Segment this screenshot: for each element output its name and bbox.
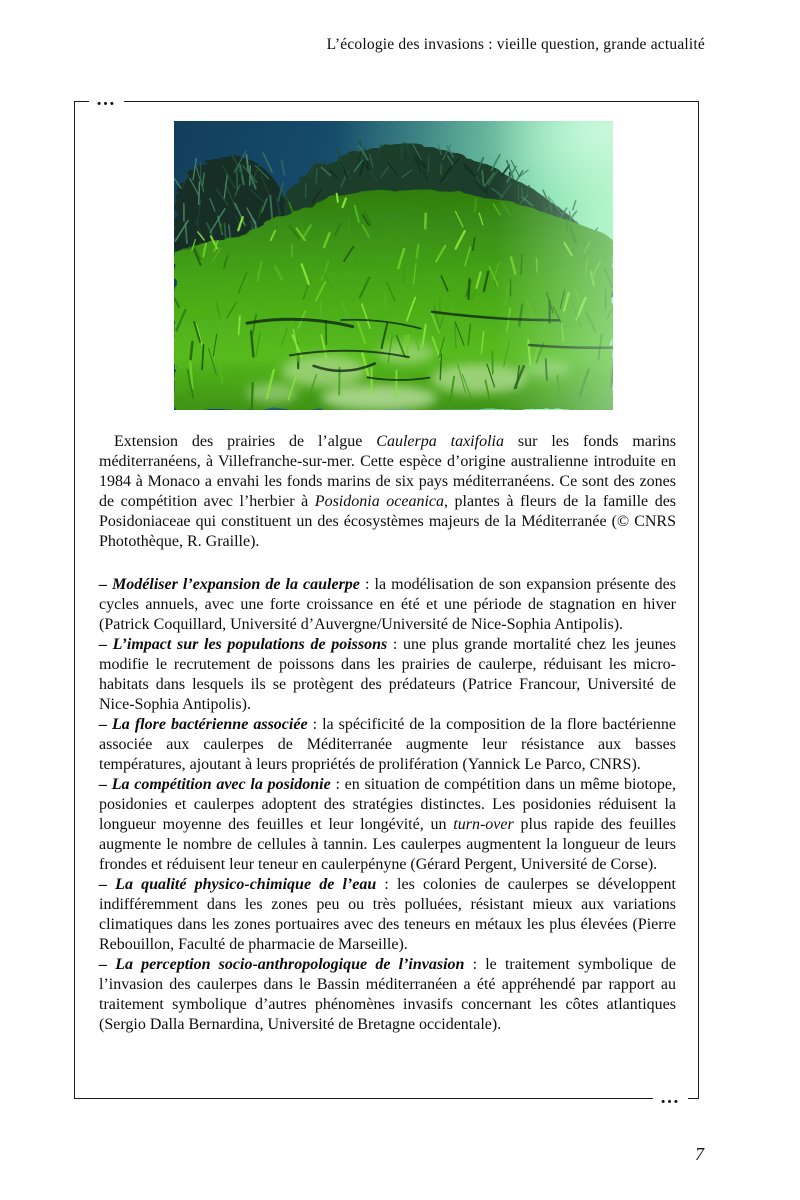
research-item: – L’impact sur les populations de poissons : une plus grande mortalité chez les jeunes modifie le recrutement de poissons dans les prairies de caulerpe, réduisant les micro-habitats dans lesquels ils se protègent des prédateurs (Patrice Francour, Université de Nice-Sophia Antipolis). <box>99 636 677 713</box>
underwater-photo <box>174 121 613 410</box>
photo-caption: Extension des prairies de l’algue Caulerpa taxifolia sur les fonds marins méditerranéens, à Villefranche-sur-mer. Cette espèce d’origine australienne introduite en 1984 à Monaco a envahi les fonds marins de six pays méditerranéens. Ce sont des zones de compétition avec l’herbier à Posidonia oceanica, plantes à fleurs de la famille des Posidoniaceae qui constituent un des écosystèmes majeurs de la Méditerranée (© CNRS Photothèque, R. Graille). <box>99 433 677 550</box>
research-items <box>99 575 676 1035</box>
right-haze <box>494 121 613 410</box>
research-item: – La compétition avec la posidonie : en situation de compétition dans un même biotope, posidonies et caulerpes adoptent des stratégies distinctes. Les posidonies réduisent la longueur moyenne des feuilles et leur longévité, un turn-over plus rapide des feuilles augmente le nombre de cellules à tannin. Les caulerpes augmentent la longueur de leurs frondes et réduisent leur teneur en caulerpényne (Gérard Pergent, Université de Corse). <box>99 776 677 873</box>
research-item: – La flore bactérienne associée : la spécificité de la composition de la flore bactérienne associée aux caulerpes de Méditerranée augmente leur résistance aux basses températures, ajoutant à leurs propriétés de prolifération (Yannick Le Parco, CNRS). <box>99 716 676 773</box>
running-head: L’écologie des invasions : vieille question, grande actualité <box>326 36 705 53</box>
continuation-dots-bottom: … <box>653 1085 688 1111</box>
underwater-photo-illustration <box>174 121 613 410</box>
excerpt-box <box>74 89 699 1108</box>
photo-figure <box>99 121 676 410</box>
research-item: – La perception socio-anthropologique de l’invasion : le traitement symbolique de l’invasion des caulerpes dans le Bassin méditerranéen a été appréhendé par rapport au traitement symbolique d’autres phénomènes invasifs concernant les côtes atlantiques (Sergio Dalla Bernardina, Université de Bretagne occidentale). <box>99 956 676 1033</box>
research-item: – La qualité physico-chimique de l’eau : les colonies de caulerpes se développent indifféremment dans les zones peu ou très polluées, résistant mieux aux variations climatiques dans les zones portuaires avec des teneurs en métaux les plus élevées (Pierre Rebouillon, Faculté de pharmacie de Marseille). <box>99 876 677 953</box>
continuation-dots-top: … <box>89 87 124 113</box>
research-item: – Modéliser l’expansion de la caulerpe : la modélisation de son expansion présente des cycles annuels, avec une forte croissance en été et une période de stagnation en hiver (Patrick Coquillard, Université d’Auvergne/Université de Nice-Sophia Antipolis). <box>99 576 677 633</box>
page-number: 7 <box>695 1144 704 1164</box>
